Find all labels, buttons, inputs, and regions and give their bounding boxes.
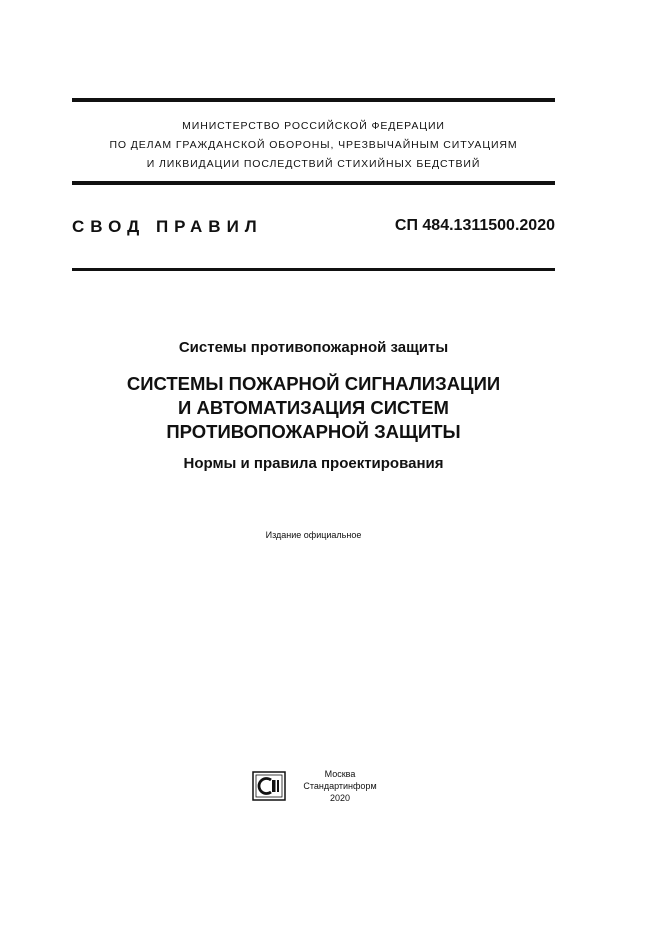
document-subtitle: Системы противопожарной защиты [178, 339, 449, 356]
title-line-2: И АВТОМАТИЗАЦИЯ СИСТЕМ [178, 397, 449, 418]
standartinform-logo-icon [252, 771, 286, 801]
edition-label: Издание официальное [265, 530, 362, 540]
publisher-name: Стандартинформ [303, 781, 377, 791]
ministry-line-3: И ЛИКВИДАЦИИ ПОСЛЕДСТВИЙ СТИХИЙНЫХ БЕДСТВИЙ [146, 158, 481, 170]
ministry-header [72, 117, 555, 174]
document-code-row [72, 217, 555, 239]
top-rule [72, 98, 555, 102]
publisher-year: 2020 [329, 793, 351, 803]
bottom-rule [72, 268, 555, 271]
document-type-label: СВОД ПРАВИЛ [72, 217, 263, 236]
title-line-3: ПРОТИВОПОЖАРНОЙ ЗАЩИТЫ [166, 421, 461, 442]
document-title [72, 372, 555, 444]
publisher-block [252, 768, 392, 808]
ministry-line-2: ПО ДЕЛАМ ГРАЖДАНСКОЙ ОБОРОНЫ, ЧРЕЗВЫЧАЙНЫМ СИТУАЦИЯМ [109, 139, 518, 151]
document-norms: Нормы и правила проектирования [183, 455, 444, 472]
title-line-1: СИСТЕМЫ ПОЖАРНОЙ СИГНАЛИЗАЦИИ [126, 373, 501, 394]
document-code: СП 484.1311500.2020 [394, 217, 555, 234]
publisher-text [300, 768, 380, 804]
publisher-city: Москва [324, 769, 356, 779]
ministry-line-1: МИНИСТЕРСТВО РОССИЙСКОЙ ФЕДЕРАЦИИ [182, 120, 445, 132]
middle-rule [72, 181, 555, 185]
